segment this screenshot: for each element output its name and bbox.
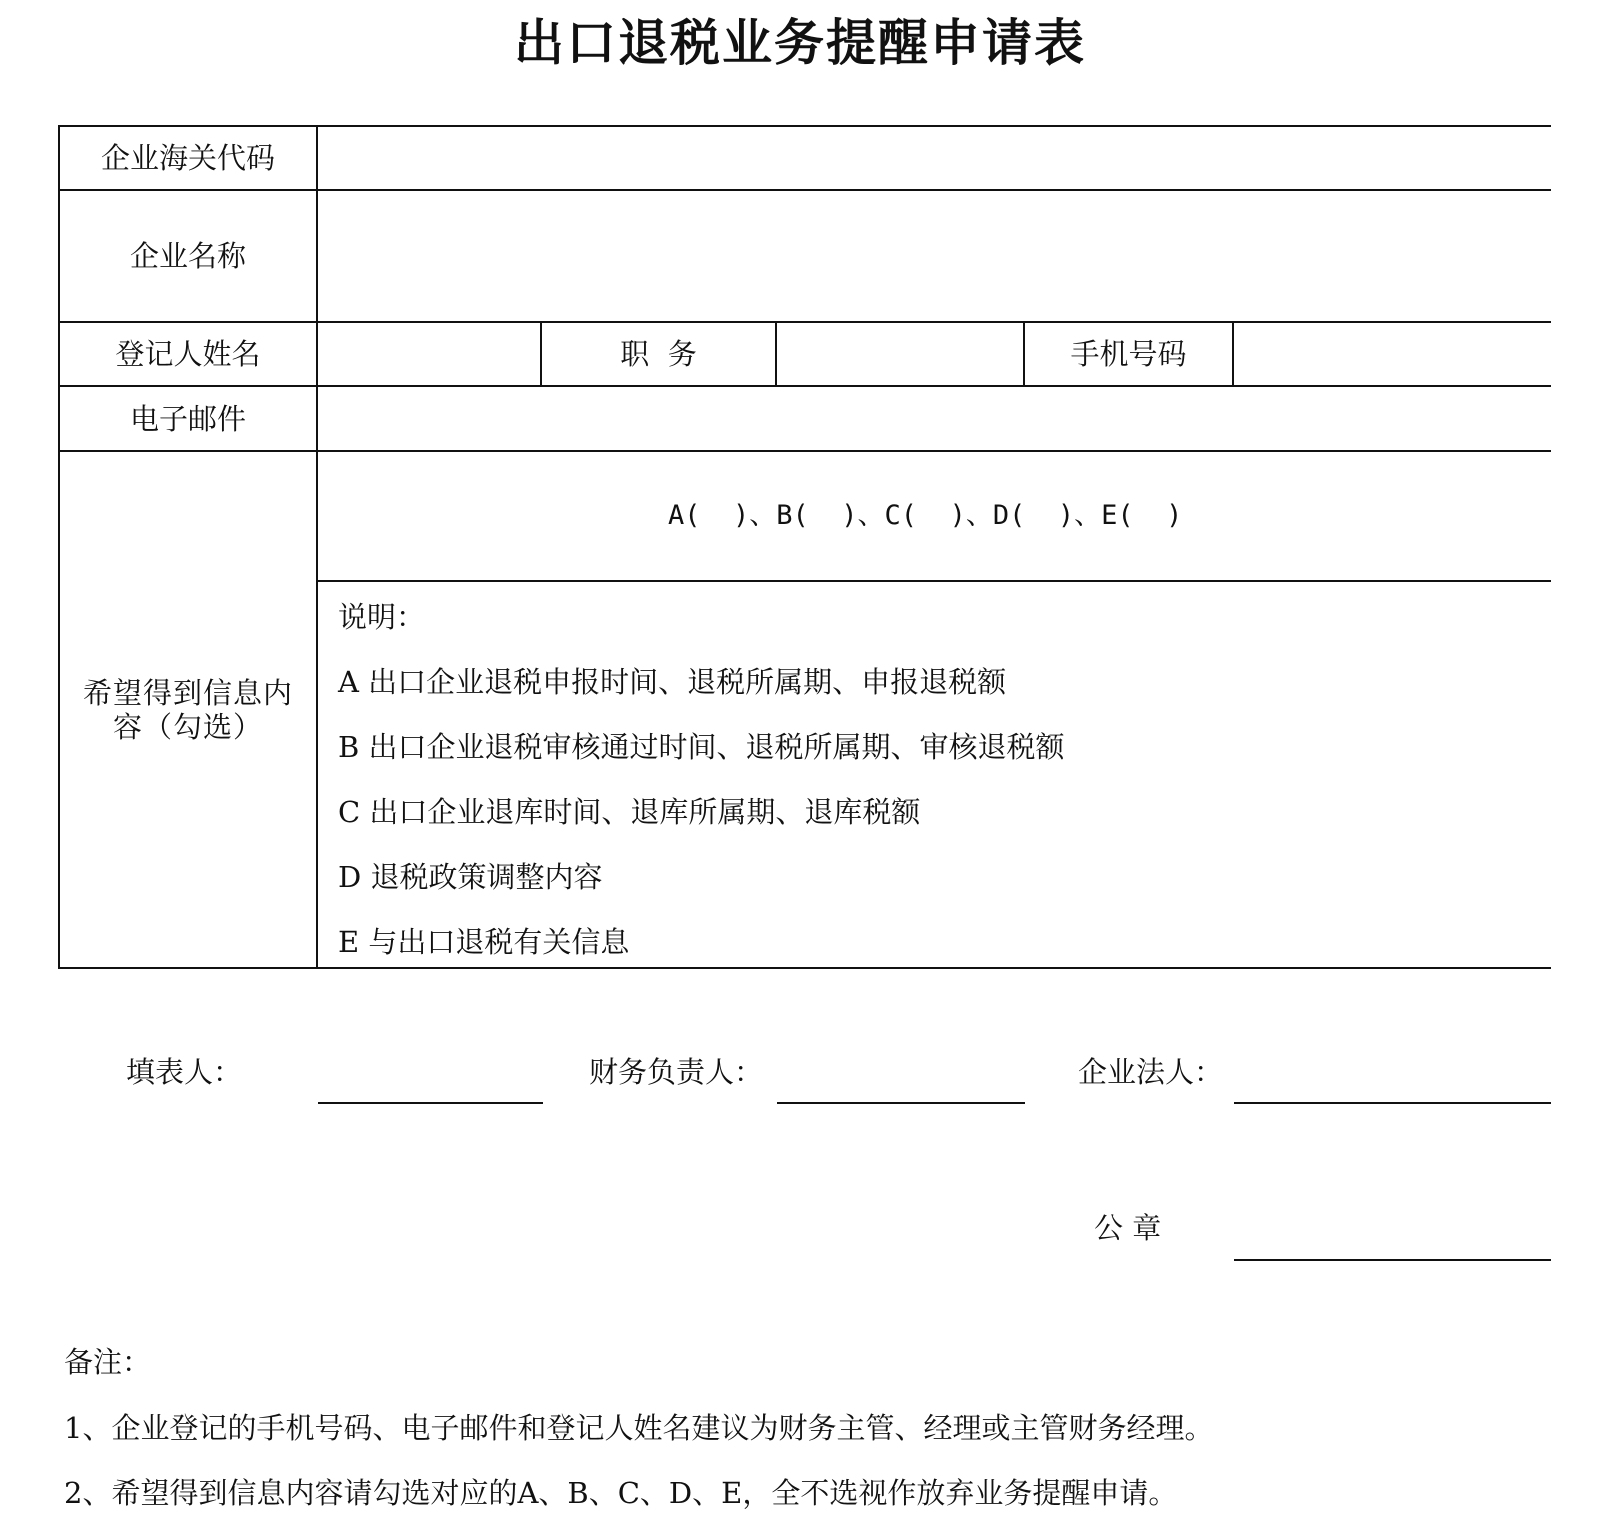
- explanation-item-d: D 退税政策调整内容: [338, 860, 603, 894]
- legal-person-signature-line[interactable]: [1234, 1102, 1551, 1104]
- email-label: 电子邮件: [129, 401, 246, 436]
- email-field[interactable]: [318, 387, 1551, 450]
- table-rule: [318, 580, 1551, 582]
- explanation-item-e: E 与出口退税有关信息: [338, 925, 630, 959]
- finance-head-label: 财务负责人：: [589, 1055, 764, 1089]
- seal-line[interactable]: [1234, 1259, 1551, 1261]
- position-field[interactable]: [777, 323, 1023, 385]
- table-border-bottom: [58, 967, 1551, 969]
- filler-signature-line[interactable]: [318, 1102, 543, 1104]
- seal-label: 公 章: [1094, 1211, 1162, 1245]
- explanation-heading: 说明：: [338, 600, 426, 634]
- registrant-field[interactable]: [318, 323, 540, 385]
- phone-label: 手机号码: [1070, 337, 1187, 371]
- filler-label: 填表人：: [126, 1055, 243, 1089]
- checkbox-options[interactable]: A( )、B( )、C( )、D( )、E( ): [668, 500, 1183, 531]
- position-label: 职 务: [620, 337, 697, 371]
- notes-heading: 备注：: [64, 1345, 152, 1379]
- registrant-label: 登记人姓名: [115, 337, 261, 371]
- customs-code-field[interactable]: [318, 127, 1551, 189]
- company-name-field[interactable]: [318, 191, 1551, 321]
- company-name-label: 企业名称: [129, 239, 246, 273]
- note-item-1: 1、企业登记的手机号码、电子邮件和登记人姓名建议为财务主管、经理或主管财务经理。: [64, 1411, 1214, 1445]
- form-title: 出口退税业务提醒申请表: [514, 14, 1086, 72]
- explanation-item-c: C 出口企业退库时间、退库所属期、退库税额: [338, 795, 921, 829]
- explanation-item-b: B 出口企业退税审核通过时间、退税所属期、审核退税额: [338, 730, 1065, 764]
- legal-person-label: 企业法人：: [1078, 1055, 1224, 1089]
- customs-code-label: 企业海关代码: [100, 141, 275, 175]
- phone-field[interactable]: [1234, 323, 1551, 385]
- finance-head-signature-line[interactable]: [777, 1102, 1025, 1104]
- note-item-2: 2、希望得到信息内容请勾选对应的A、B、C、D、E，全不选视作放弃业务提醒申请。: [64, 1476, 1178, 1510]
- explanation-item-a: A 出口企业退税申报时间、退税所属期、申报退税额: [338, 665, 1007, 699]
- info-selection-label: 希望得到信息内容（勾选）: [82, 675, 293, 744]
